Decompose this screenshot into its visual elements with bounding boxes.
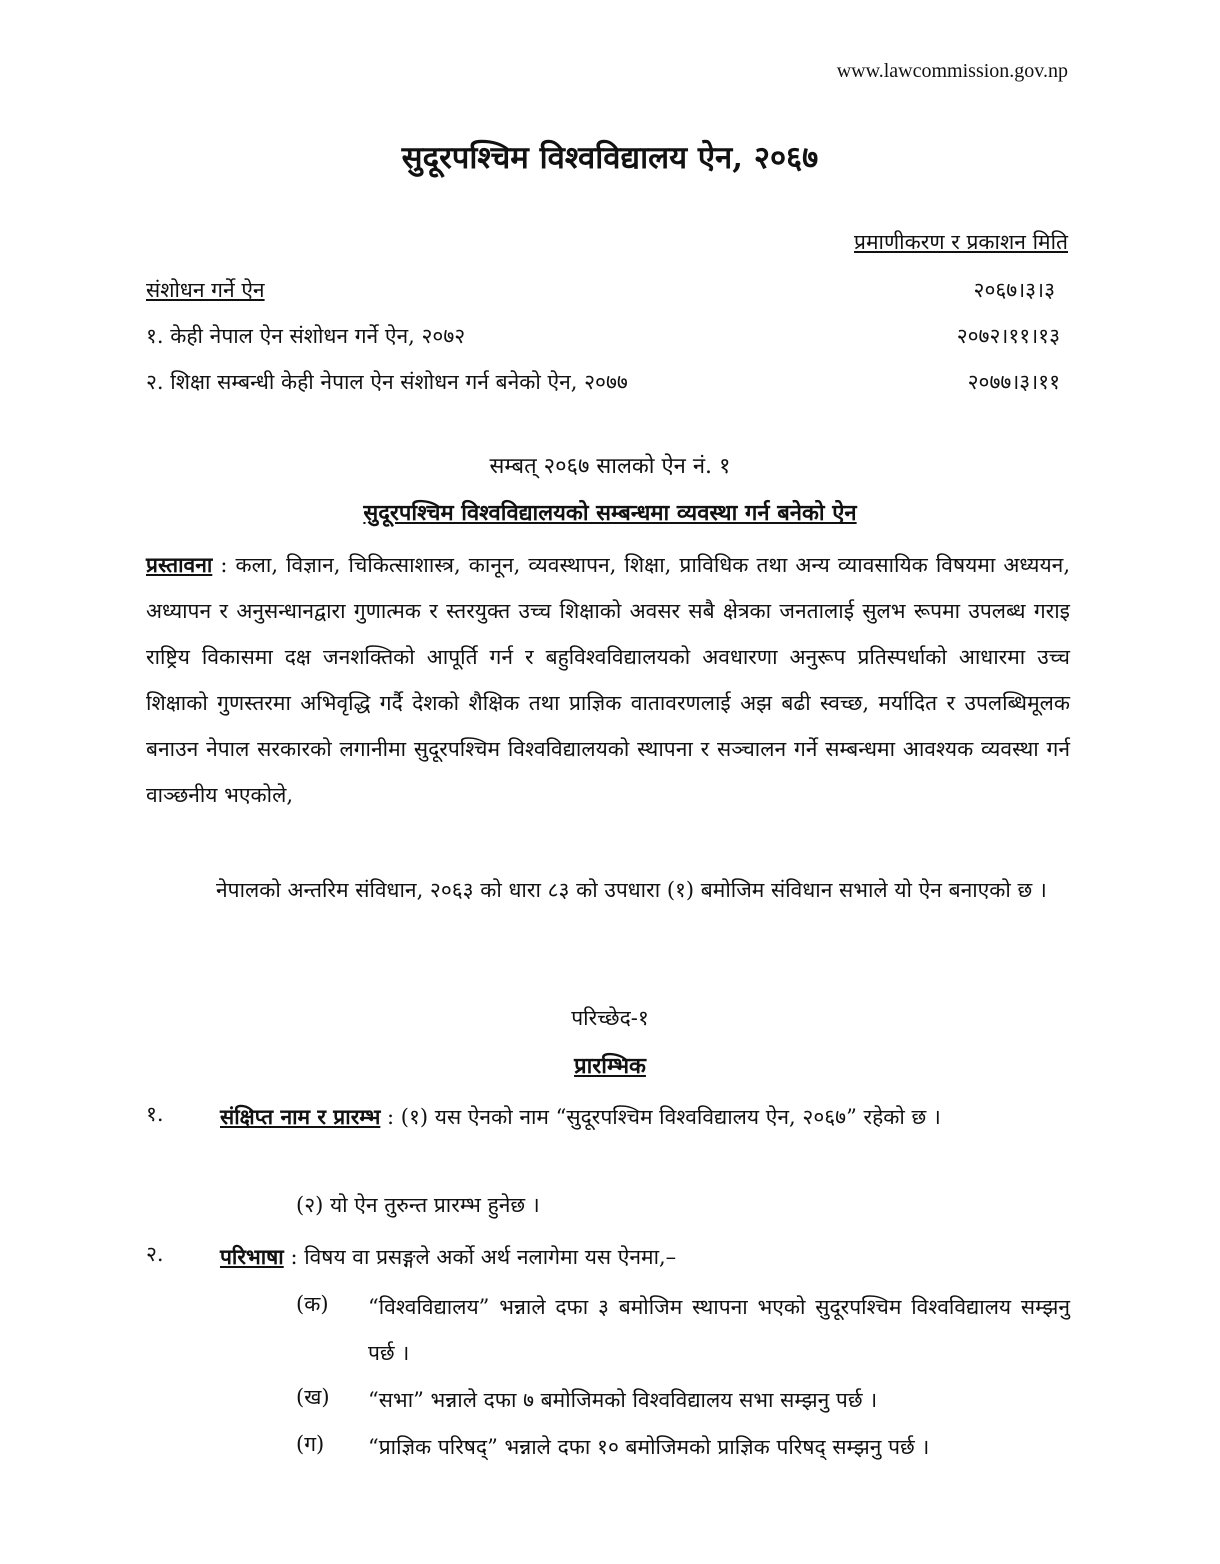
clause-ga-label: (ग) <box>296 1432 325 1456</box>
enactment-clause: नेपालको अन्तरिम संविधान, २०६३ को धारा ८३ को उपधारा (१) बमोजिम संविधान सभाले यो ऐन बनाएको छ । <box>216 878 1047 902</box>
amendment-2-name: २. शिक्षा सम्बन्धी केही नेपाल ऐन संशोधन गर्न बनेको ऐन, २०७७ <box>146 370 628 394</box>
clause-kha-text: “सभा” भन्नाले दफा ७ बमोजिमको विश्वविद्यालय सभा सम्झनु पर्छ । <box>368 1388 878 1412</box>
authentication-date-heading: प्रमाणीकरण र प्रकाशन मिति <box>854 230 1068 254</box>
amendment-1-name: १. केही नेपाल ऐन संशोधन गर्ने ऐन, २०७२ <box>146 324 466 348</box>
section-1-number: १. <box>146 1102 164 1126</box>
preamble <box>146 542 1070 818</box>
act-full-title: सुदूरपश्चिम विश्वविद्यालयको सम्बन्धमा व्यवस्था गर्न बनेको ऐन <box>363 500 857 526</box>
section-1-heading: संक्षिप्त नाम र प्रारम्भ <box>220 1104 381 1129</box>
clause-kha-label: (ख) <box>296 1385 330 1409</box>
section-1-subsection-2: (२) यो ऐन तुरुन्त प्रारम्भ हुनेछ । <box>296 1193 540 1217</box>
section-2-text: : विषय वा प्रसङ्गले अर्को अर्थ नलागेमा यस ऐनमा,– <box>290 1245 677 1269</box>
chapter-number: परिच्छेद-१ <box>571 1006 649 1030</box>
section-1-body <box>220 1094 1070 1140</box>
clause-ka-label: (क) <box>296 1292 329 1316</box>
amendment-1-date: २०७२।११।१३ <box>956 324 1060 348</box>
preamble-text: : कला, विज्ञान, चिकित्साशास्त्र, कानून, व्यवस्थापन, शिक्षा, प्राविधिक तथा अन्य व्यावसायिक विषयमा अध्ययन, अध्यापन र अनुसन्धानद्वारा गुणात्मक र स्तरयुक्त उच्च शिक्षाको अवसर सबै क्षेत्रका जनतालाई सुलभ रूपमा उपलब्ध गराइ राष्ट्रिय विकासमा दक्ष जनशक्तिको आपूर्ति गर्न र बहुविश्वविद्यालयको अवधारणा अनुरूप प्रतिस्पर्धाको आधारमा उच्च शिक्षाको गुणस्तरमा अभिवृद्धि गर्दै देशको शैक्षिक तथा प्राज्ञिक वातावरणलाई अझ बढी स्वच्छ, मर्यादित र उपलब्धिमूलक बनाउन नेपाल सरकारको लगानीमा सुदूरपश्चिम विश्वविद्यालयको स्थापना र सञ्चालन गर्ने सम्बन्धमा आवश्यक व्यवस्था गर्न वाञ्छनीय भएकोले, <box>146 553 1070 807</box>
amending-acts-heading: संशोधन गर्ने ऐन <box>146 278 265 302</box>
section-1-text: : (१) यस ऐनको नाम “सुदूरपश्चिम विश्वविद्यालय ऐन, २०६७” रहेको छ । <box>387 1105 941 1129</box>
clause-ga-text: “प्राज्ञिक परिषद्” भन्नाले दफा १० बमोजिमको प्राज्ञिक परिषद् सम्झनु पर्छ । <box>368 1435 930 1459</box>
clause-ka-text: “विश्वविद्यालय” भन्नाले दफा ३ बमोजिम स्थापना भएको सुदूरपश्चिम विश्वविद्यालय सम्झनु पर्छ । <box>368 1295 1070 1365</box>
section-2-body <box>220 1234 1070 1280</box>
chapter-title: प्रारम्भिक <box>574 1053 646 1079</box>
section-2-heading: परिभाषा <box>220 1244 284 1269</box>
section-2-number: २. <box>146 1242 164 1266</box>
amendment-2-date: २०७७।३।११ <box>967 370 1060 394</box>
act-main-title: सुदूरपश्चिम विश्वविद्यालय ऐन, २०६७ <box>401 140 819 176</box>
original-authentication-date: २०६७।३।३ <box>973 278 1055 302</box>
website-url: www.lawcommission.gov.np <box>836 60 1068 82</box>
act-number: सम्बत् २०६७ सालको ऐन नं. १ <box>489 454 731 479</box>
preamble-label: प्रस्तावना <box>146 552 213 577</box>
